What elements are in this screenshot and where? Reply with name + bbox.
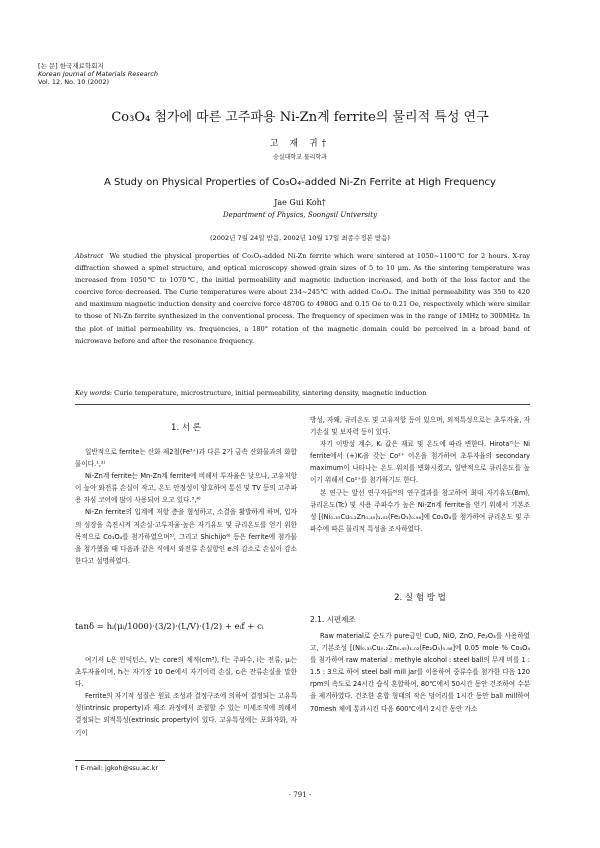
paragraph: Ni-Zn ferrite의 입계에 저항 층을 형성하고, 소결을 활발하게 하며, 입자의 성장을 촉진시켜 저손실·고투자율·높은 자기유도 및 큐리온도를 얻기 위한 목적으로 Co₃O₄를 첨가하였으며⁵⁾, 그리고 Shichijo⁶⁾ 등은 ferrite에 첨가물을 첨가했을 때 다음과 같은 식에서 와전류 손실항인 eᵢ의 감소로 손실이 감소한다고 설명하였다.	[75, 508, 297, 565]
paragraph: Raw material로 순도가 pure급인 CuO, NiO, ZnO, Fe₂O₃를 사용하였고, 기본조성 [(Ni₀.₃₅Cu₀.₂Zn₀.₄₅)₁.₀₂(Fe₂O₃)₀.₉₈]에 0.05 mole % Co₃O₄를 첨가하여 raw material : methyle alcohol : steel ball의 무게 비를 1 : 1.5 : 3으로 하여 steel ball mill jar를 이용하여 중류수를 첨가한 다음 120 rpm의 속도로 24시간 습식 혼합하여, 80℃에서 50시간 동안 건조하여 수분을 제거하였다. 건조한 혼합 형태의 작은 덩어리를 1시간 동안 ball mill하여 70mesh 체에 통과시킨 다음 600℃에서 2시간 동안 가소	[310, 632, 530, 713]
equation: tanδ = hᵢ(μᵢ/1000)·(3/2)·(L/V)·(1/2) + eᵢf + cᵢ	[75, 622, 264, 632]
footnote-rule	[75, 760, 165, 761]
keywords-label: Key words	[75, 389, 110, 397]
right-column-top	[310, 414, 530, 535]
abstract	[75, 250, 530, 347]
affiliation-english: Department of Physics, Soongsil University	[222, 211, 378, 219]
journal-header-line2: Korean Journal of Materials Research	[38, 70, 158, 78]
title-korean: Co₃O₄ 첨가에 따른 고주파용 Ni-Zn계 ferrite의 물리적 특성 연구	[111, 110, 489, 125]
paragraph: 본 연구는 앞선 연구자들⁸⁾의 연구결과를 참고하여 최대 자기유도(Bm), 큐리온도(Tc) 및 사용 주파수가 높은 Ni-Zn계 ferrite을 얻기 위해서 기본조성 [(Ni₀.₃₅Cu₀.₂Zn₀.₄₅)₁.₀₂(Fe₂O₃)₀.₉₈]에 Co₃O₄를 첨가하여 큐리온도 및 주파수에 따른 물리적 특성을 조사하였다.	[310, 488, 530, 533]
author-korean: 고 재 귀†	[269, 139, 331, 149]
paragraph: Ferrite의 자기적 성질은 원료 조성과 결정구조에 의하여 결정되는 고유특성(intrinsic property)과 제조 과정에서 조절할 수 있는 미세조직에 의해서 결정되는 외적특성(extrinsic property)이 있다. 고유특성에는 포화자화, 자기이	[75, 692, 297, 737]
subsection-title	[310, 614, 530, 626]
abstract-label: Abstract	[75, 252, 104, 260]
subsection-heading: 2.1. 시편제조	[310, 615, 356, 624]
keywords-text: : Curie temperature, microstructure, initial permeability, sintering density, magnetic induction	[109, 389, 427, 397]
keywords	[75, 388, 530, 398]
affiliation-korean: 숭실대학교 물리학과	[272, 154, 328, 161]
journal-header	[38, 62, 158, 86]
paragraph: 방성, 자왜, 큐리온도 및 고유저항 등이 있으며, 외적특성으로는 초투자율, 자기손실 및 보자력 등이 있다.	[310, 416, 530, 437]
paragraph: Ni-Zn계 ferrite는 Mn-Zn계 ferrite에 비해서 투자율은 낮으나, 고유저항이 높아 와전류 손실이 작고, 온도 안정성이 양호하여 통신 및 TV 등의 고주파용 자심 코어에 많이 사용되어 오고 있다.³,⁴⁾	[75, 472, 297, 505]
section-heading: 1. 서 론	[171, 423, 201, 433]
section-intro-title	[75, 422, 297, 434]
footnote-email: † E-mail: jgkoh@ssu.ac.kr	[75, 764, 159, 772]
section-heading: 2. 실 험 방 법	[394, 593, 446, 603]
paragraph: 여기서 L은 인덕턴스, V는 core의 체적(cm³), f는 주파수, i는 전류, μᵢ는 초투자율이며, hᵢ는 자기장 10 Oe에서 자기이력 손실, cᵢ은 잔류손실을 말한다.	[75, 656, 297, 689]
paragraph: 자기 이방성 계수, Kᵢ 값은 재료 및 온도에 따라 변한다. Hirota⁷⁾는 Ni ferrite에서 (+)Kᵢ을 갖는 Co²⁺ 이온을 첨가하여 초투자율의 secondary maximum이 나타나는 온도 위치를 변화시켰고, 일반적으로 큐리온도를 높이기 위해서 Co²⁺를 첨가하기도 한다.	[310, 440, 530, 485]
journal-header-line3: Vol. 12, No. 10 (2002)	[38, 78, 110, 86]
left-column-bottom	[75, 654, 297, 739]
right-column-bottom	[310, 630, 530, 715]
divider	[75, 404, 530, 405]
journal-header-line1: [논 문] 한국재료학회지	[38, 62, 104, 70]
author-english: Jae Gui Koh†	[274, 198, 326, 207]
paragraph: 일반적으로 ferrite는 산화 제2철(Fe³⁺)과 다른 2가 금속 산화물과의 화합물이다.¹,²⁾	[75, 448, 297, 469]
abstract-text: We studied the physical properties of Co₃O₄-added Ni-Zn ferrite which were sintered at 1050~1100℃ for 2 hours. X-ray diffraction showed a spinel structure, and optical microscopy showed grain sizes of 5 to 10 μm. As the sintering temperature was increased from 1050℃ to 1070℃, the initial permeability and magnetic induction increased, and both of the loss factor and the coercive force decreased. The Curie temperatures were about 234~245℃ with added Co₃O₄. The initial permeability was 350 to 420 and maximum magnetic induction density and coercive force 4870G to 4980G and 0.15 Oe to 0.21 Oe, respectively which were similar to those of Ni-Zn ferrite synthesized in the conventional process. The frequency of specimen was in the range of 1MHz to 300MHz. In the plot of initial permeability vs. frequencies, a 180° rotation of the magnetic domain could be perceived in a broad band of microwave before and after the resonance frequency.	[75, 252, 530, 345]
received-dates: (2002년 7월 24일 받음, 2002년 10월 17일 최종수정본 받음)	[210, 234, 390, 242]
page-number: - 791 -	[288, 791, 312, 799]
left-column-top	[75, 446, 297, 567]
section-exp-title	[310, 592, 530, 604]
title-english: A Study on Physical Properties of Co₃O₄-added Ni-Zn Ferrite at High Frequency	[104, 177, 496, 188]
